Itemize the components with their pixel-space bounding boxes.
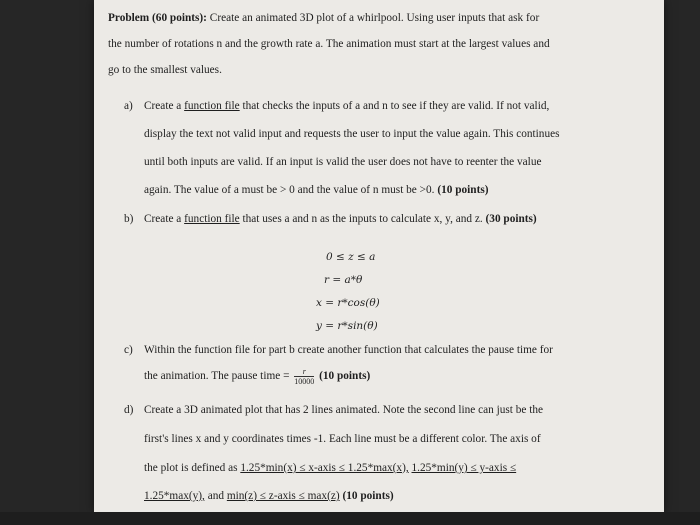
x-axis-definition: 1.25*min(x) ≤ x-axis ≤ 1.25*max(x), [240, 462, 409, 474]
part-c-points: (10 points) [319, 370, 371, 383]
fraction-denominator: 10000 [294, 377, 315, 386]
part-c-line-1: Within the function file for part b create another function that calculates the pause time for [144, 344, 553, 356]
part-a-line-4 [144, 184, 488, 196]
part-a-line-2: display the text not valid input and requests the user to input the value again. This continues [144, 128, 560, 140]
part-a-function-file-link: function file [184, 100, 240, 112]
y-axis-definition: 1.25*min(y) ≤ y-axis ≤ [411, 462, 517, 474]
part-c-pause-time-text: the animation. The pause time = [144, 370, 290, 383]
part-b-text-pre: Create a [144, 213, 185, 225]
desk-shadow [0, 512, 700, 525]
part-a-line-3: until both inputs are valid. If an input is valid the user does not have to reenter the value [144, 156, 542, 168]
y-axis-max: 1.25*max(y), [144, 490, 205, 502]
equation-r: r = a*θ [324, 274, 363, 286]
equation-y: y = r*sin(θ) [316, 320, 378, 332]
problem-heading: Problem (60 points): [108, 12, 207, 24]
part-b-text-post: that uses a and n as the inputs to calculate x, y, and z. [239, 213, 483, 225]
pause-time-fraction [294, 367, 314, 386]
part-a-text-pre: Create a [144, 100, 185, 112]
part-d-points: (10 points) [342, 490, 394, 502]
document-page [94, 0, 664, 512]
part-d-label: d) [124, 404, 134, 416]
problem-line-3: go to the smallest values. [108, 64, 222, 76]
equation-x: x = r*cos(θ) [316, 297, 380, 309]
problem-line-2: the number of rotations n and the growth rate a. The animation must start at the largest values and [108, 38, 550, 50]
part-d-line-2: first's lines x and y coordinates times -1. Each line must be a different color. The axis of [144, 433, 541, 445]
part-a-constraint: again. The value of a must be > 0 and the value of n must be >0. [144, 184, 435, 196]
part-a-text-post: that checks the inputs of a and n to see if they are valid. If not valid, [239, 100, 550, 112]
part-d-axis-intro: the plot is defined as [144, 462, 241, 474]
part-d-line-4 [144, 490, 394, 502]
part-c-line-2 [144, 367, 370, 386]
part-a-label: a) [124, 100, 133, 112]
part-b-label: b) [124, 213, 134, 225]
problem-line-1 [108, 12, 539, 24]
part-b-points: (30 points) [485, 213, 537, 225]
part-d-line-3 [144, 462, 516, 474]
part-d-and: and [204, 490, 227, 502]
problem-text-1: Create an animated 3D plot of a whirlpool. Using user inputs that ask for [209, 12, 540, 24]
part-a-points: (10 points) [437, 184, 489, 196]
z-axis-definition: min(z) ≤ z-axis ≤ max(z) [226, 490, 340, 502]
fraction-numerator: r [294, 367, 314, 377]
part-b-line-1 [144, 213, 537, 225]
part-d-line-1: Create a 3D animated plot that has 2 lines animated. Note the second line can just be the [144, 404, 544, 416]
part-b-function-file-link: function file [184, 213, 240, 225]
part-a-line-1 [144, 100, 549, 112]
equation-z-range: 0 ≤ z ≤ a [326, 251, 376, 263]
part-c-label: c) [124, 344, 133, 356]
